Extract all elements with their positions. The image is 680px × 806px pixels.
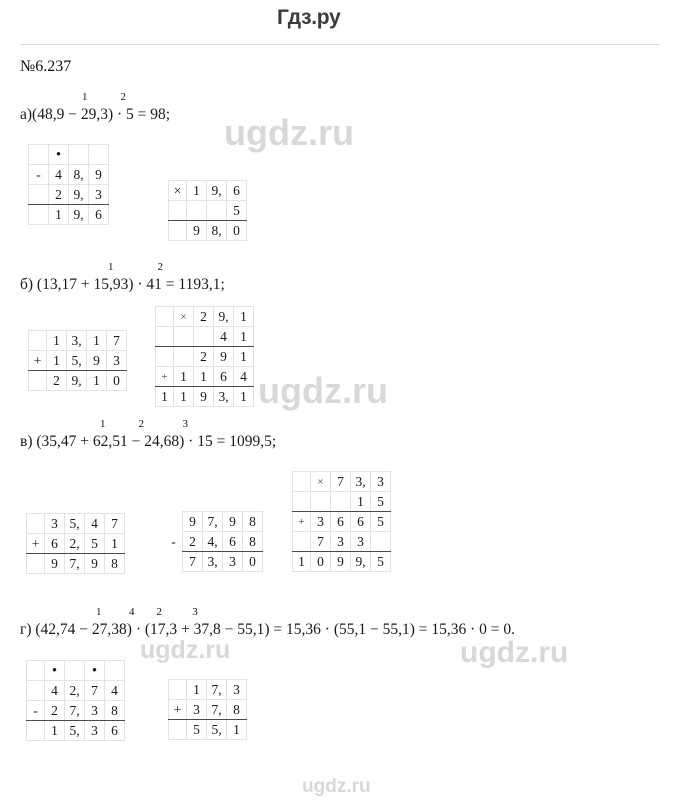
watermark: ugdz.ru [302, 776, 371, 797]
calc-a-2: × 1 9, 6 5 9 8, 0 [168, 180, 247, 241]
order-marks-g: 1 4 2 3 [96, 606, 198, 618]
calc-a-1: • - 4 8, 9 2 9, 3 1 9, 6 [28, 144, 109, 225]
order-marks-a: 1 2 [82, 91, 126, 103]
calc-v-2: 9 7, 9 8 - 2 4, 6 8 7 3, 3 0 [165, 511, 263, 572]
expression-b: б) (13,17 + 15,93) · 41 = 1193,1; [20, 276, 225, 293]
calc-g-2: 1 7, 3 + 3 7, 8 5 5, 1 [168, 679, 247, 740]
calc-b-1: 1 3, 1 7 + 1 5, 9 3 2 9, 1 0 [28, 330, 127, 391]
calc-v-3: × 7 3, 3 1 5 + 3 6 6 5 7 3 3 1 0 9 9, 5 [292, 471, 391, 572]
order-marks-v: 1 2 3 [100, 418, 188, 430]
calc-v-1: 3 5, 4 7 + 6 2, 5 1 9 7, 9 8 [26, 513, 125, 574]
site-logo: Гдз.ру [277, 6, 341, 29]
calc-b-2: × 2 9, 1 4 1 2 9 1 + 1 1 6 4 1 1 9 3, 1 [155, 306, 254, 407]
task-number: №6.237 [20, 58, 72, 75]
expression-v: в) (35,47 + 62,51 − 24,68) · 15 = 1099,5; [20, 433, 277, 450]
watermark: ugdz.ru [258, 370, 388, 411]
header-divider [20, 44, 660, 45]
watermark: ugdz.ru [140, 636, 231, 664]
expression-a: а)(48,9 − 29,3) · 5 = 98; [20, 106, 171, 123]
calc-g-1: • • 4 2, 7 4 - 2 7, 3 8 1 5, 3 6 [26, 660, 125, 741]
watermark: ugdz.ru [224, 112, 354, 153]
watermark: ugdz.ru [460, 636, 569, 669]
expression-g: г) (42,74 − 27,38) · (17,3 + 37,8 − 55,1) = 15,36 · (55,1 − 55,1) = 15,36 · 0 = 0. [20, 621, 516, 638]
order-marks-b: 1 2 [108, 261, 163, 273]
